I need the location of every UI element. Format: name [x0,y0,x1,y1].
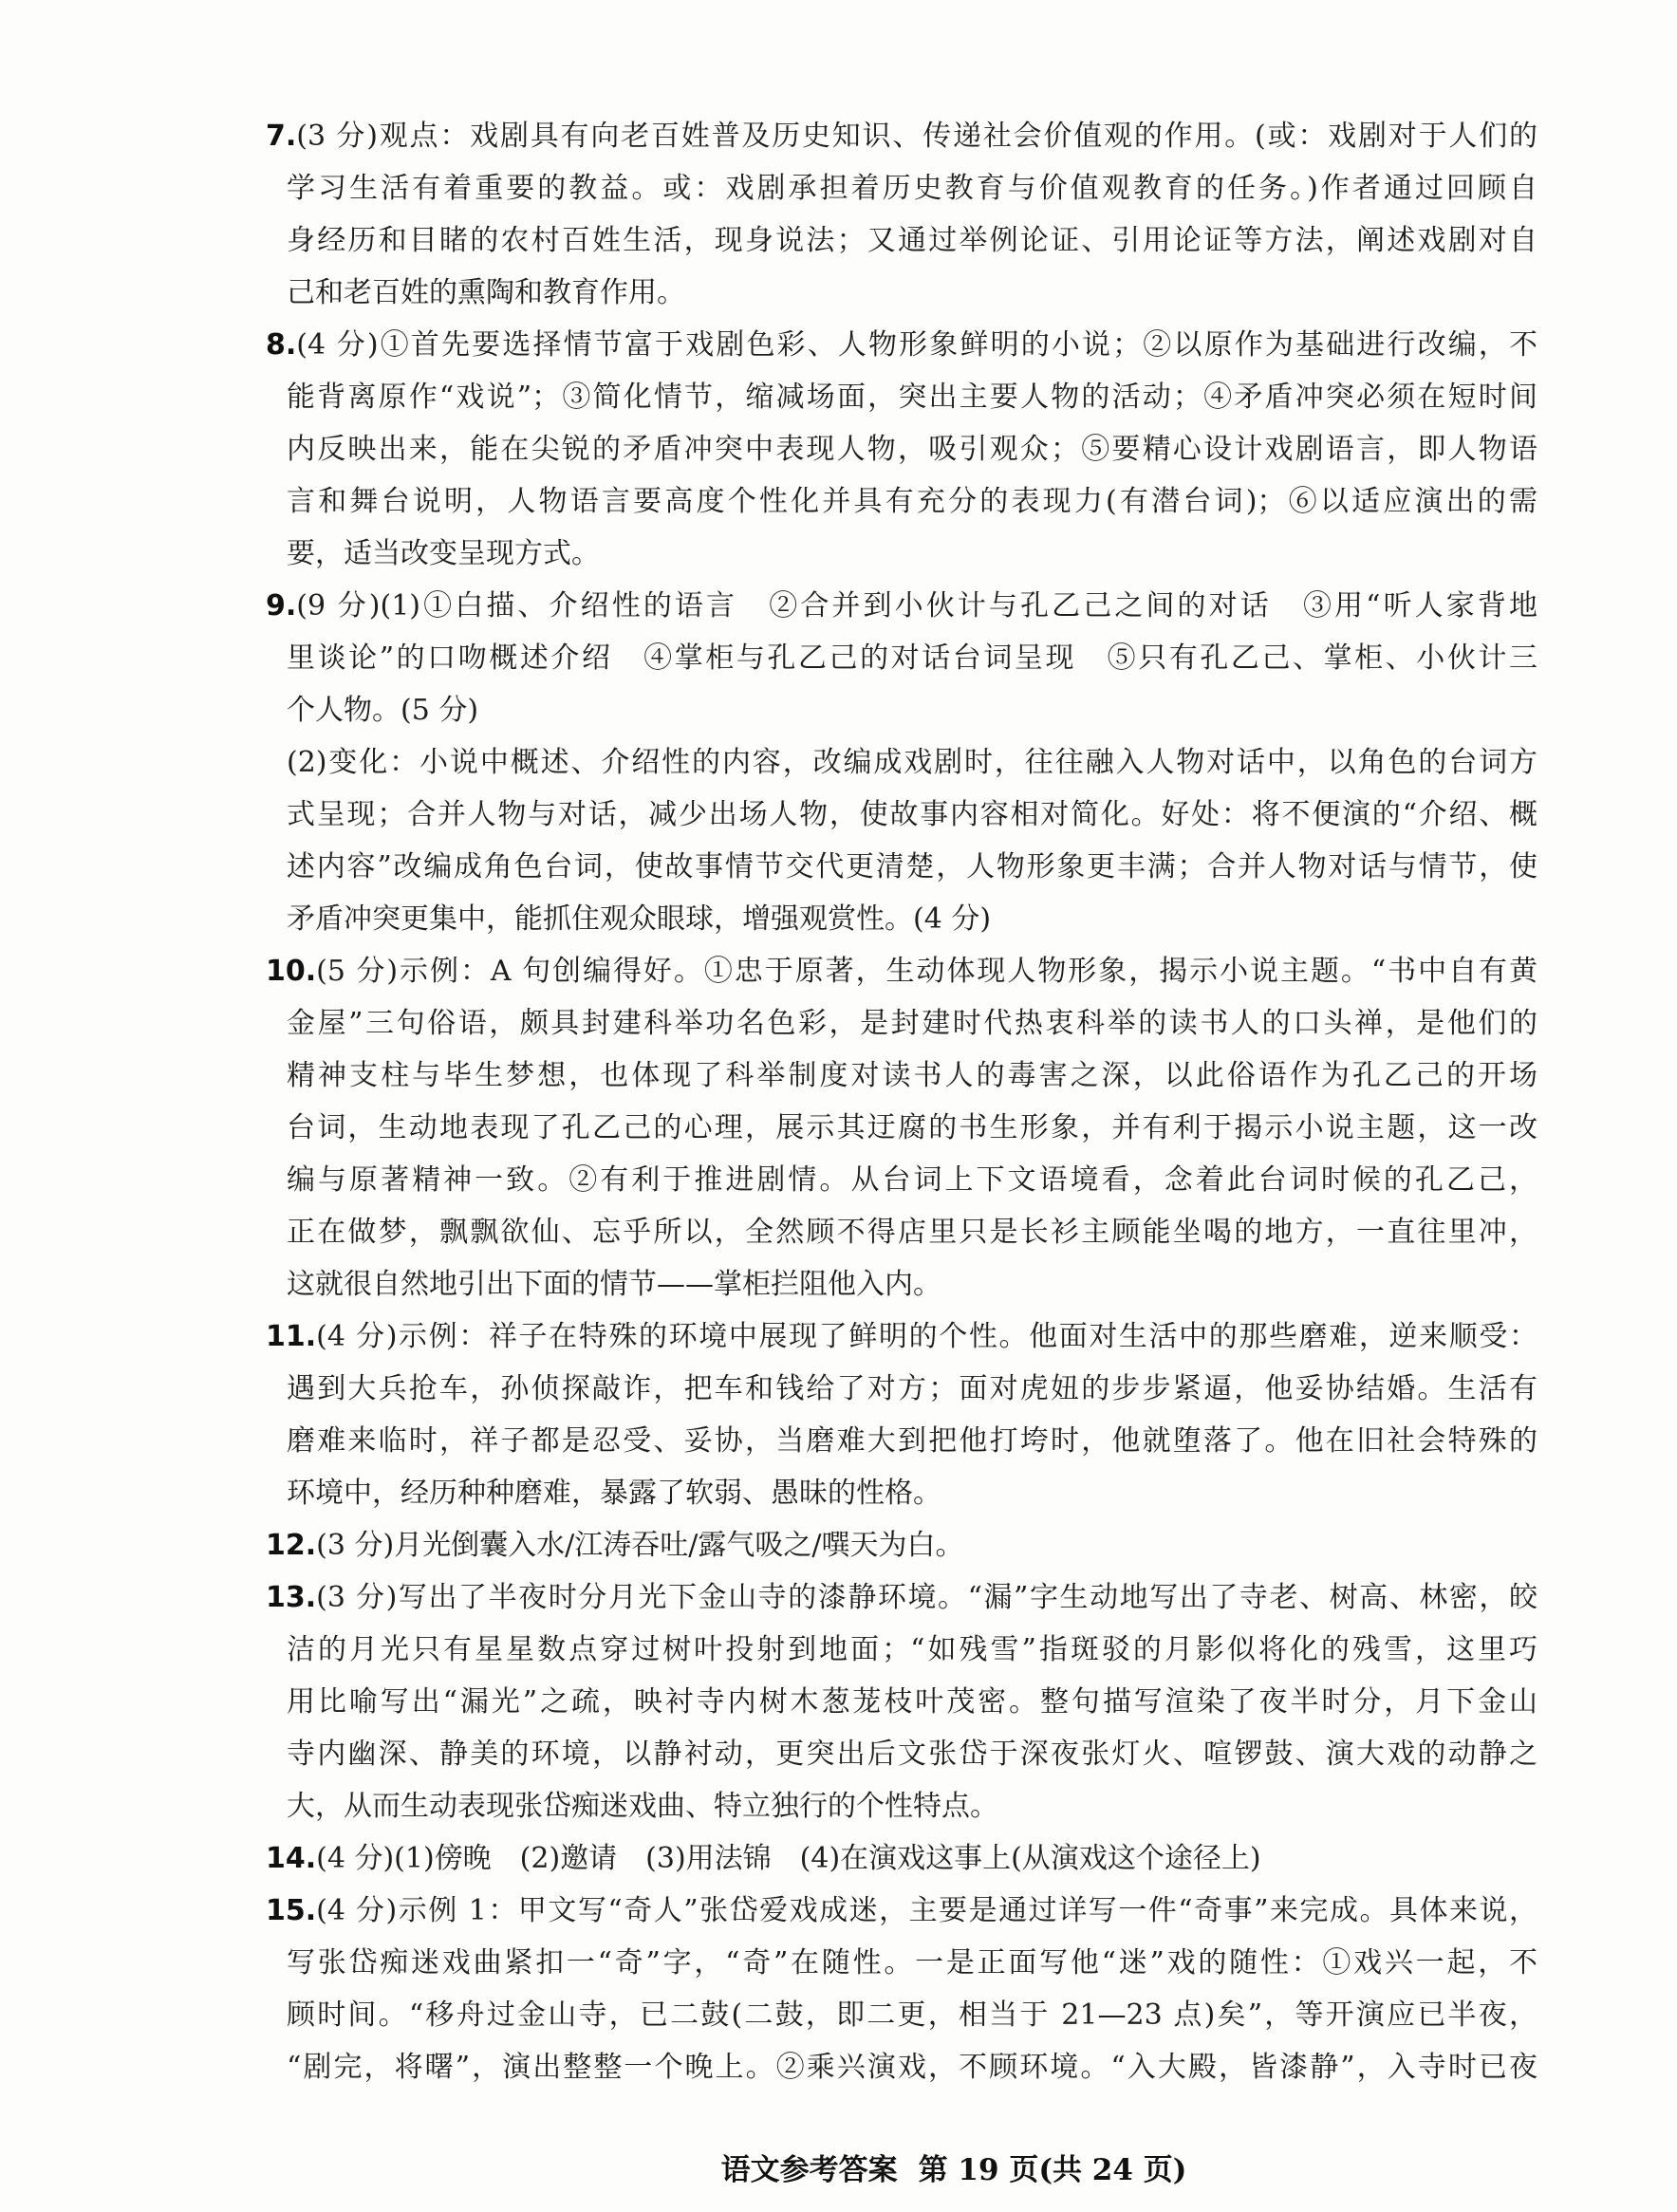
question-number: 13. [266,1581,317,1614]
answer-text: (4 分)①首先要选择情节富于戏剧色彩、人物形象鲜明的小说；②以原作为基础进行改编，不 [296,328,1537,362]
answer-line [266,580,1537,632]
answer-text: 用比喻写出“漏光”之疏，映衬寺内树木葱茏枝叶茂密。整句描写渲染了夜半时分，月下金山 [287,1685,1537,1719]
answer-item [266,1519,1537,1571]
answer-text: 精神支柱与毕生梦想，也体现了科举制度对读书人的毒害之深，以此俗语作为孔乙己的开场 [287,1059,1537,1092]
answer-text: 金屋”三句俗语，颇具封建科举功名色彩，是封建时代热衷科举的读书人的口头禅，是他们的 [287,1007,1537,1040]
answer-item [266,1571,1537,1832]
question-number: 9. [266,589,297,623]
page-footer [713,2147,1195,2194]
answer-line [287,1728,1537,1780]
question-number: 11. [266,1320,317,1353]
answer-item [266,1832,1537,1885]
answer-line [287,371,1537,423]
footer-page-number: 第 19 页(共 24 页) [918,2153,1187,2187]
answer-line [287,632,1537,684]
answer-line [287,736,1537,789]
answer-text: 环境中，经历种种磨难，暴露了软弱、愚昧的性格。 [287,1477,941,1510]
footer-subject: 语文参考答案 [720,2153,898,2187]
answer-line [287,841,1537,893]
answer-text: (4 分)示例 1：甲文写“奇人”张岱爱戏成迷，主要是通过详写一件“奇事”来完成。具体来说， [316,1894,1537,1927]
answer-line [287,1415,1537,1467]
answer-text: 遇到大兵抢车，孙侦探敲诈，把车和钱给了对方；面对虎妞的步步紧逼，他妥协结婚。生活有 [287,1372,1537,1405]
answer-text: (9 分)(1)①白描、介绍性的语言 ②合并到小伙计与孔乙己之间的对话 ③用“听人家背地 [296,589,1537,623]
answer-text: 学习生活有着重要的教益。或：戏剧承担着历史教育与价值观教育的任务。)作者通过回顾自 [287,172,1537,205]
answer-line [287,528,1537,580]
question-number: 10. [266,955,317,988]
answer-text: 身经历和目睹的农村百姓生活，现身说法；又通过举例论证、引用论证等方法，阐述戏剧对自 [287,224,1537,257]
answer-line [287,1989,1537,2041]
answer-text: (3 分)写出了半夜时分月光下金山寺的漆静环境。“漏”字生动地写出了寺老、树高、林密，皎 [316,1581,1537,1614]
answer-line [266,319,1537,371]
answer-line [287,2041,1537,2093]
question-number: 15. [266,1894,317,1927]
answer-text: 己和老百姓的熏陶和教育作用。 [287,276,685,309]
question-number: 12. [266,1529,317,1562]
answer-text: 写张岱痴迷戏曲紧扣一“奇”字，“奇”在随性。一是正面写他“迷”戏的随性：①戏兴一起，不 [287,1946,1537,1980]
answer-line [266,1832,1537,1885]
answer-line [266,945,1537,997]
answer-text: (4 分)(1)傍晚 (2)邀请 (3)用法锦 (4)在演戏这事上(从演戏这个途径上) [316,1842,1261,1875]
answer-text: 能背离原作“戏说”；③简化情节，缩减场面，突出主要人物的活动；④矛盾冲突必须在短时间 [287,381,1537,414]
answer-text: (4 分)示例：祥子在特殊的环境中展现了鲜明的个性。他面对生活中的那些磨难，逆来顺受： [316,1320,1537,1353]
answer-line [287,162,1537,214]
answer-text: 寺内幽深、静美的环境，以静衬动，更突出后文张岱于深夜张灯火、喧锣鼓、演大戏的动静之 [287,1738,1537,1771]
answer-line [287,1154,1537,1206]
answer-line [266,1571,1537,1624]
answer-text: (5 分)示例：A 句创编得好。①忠于原著，生动体现人物形象，揭示小说主题。“书中自有黄 [316,955,1537,988]
answer-line [266,1885,1537,1937]
answer-line [287,267,1537,319]
answer-line [287,789,1537,841]
answer-text: “剧完，将曙”，演出整整一个晚上。②乘兴演戏，不顾环境。“入大殿，皆漆静”，入寺时已夜 [287,2051,1537,2084]
answer-text: 要，适当改变呈现方式。 [287,537,600,570]
answer-line [287,893,1537,945]
answer-line [287,1050,1537,1102]
answer-line [287,1780,1537,1832]
answer-line [287,1258,1537,1310]
question-number: 8. [266,328,297,362]
question-number: 7. [266,120,297,153]
answer-text: 顾时间。“移舟过金山寺，已二鼓(二鼓，即二更，相当于 21—23 点)矣”，等开演应已半夜， [287,1998,1537,2032]
answer-line [287,1937,1537,1989]
answer-item [266,580,1537,945]
answer-line [287,214,1537,267]
answer-item [266,319,1537,580]
answer-text: 正在做梦，飘飘欲仙、忘乎所以，全然顾不得店里只是长衫主顾能坐喝的地方，一直往里冲， [287,1216,1537,1249]
answer-line [287,1102,1537,1154]
answer-text: 个人物。(5 分) [287,694,479,727]
answer-text: 里谈论”的口吻概述介绍 ④掌柜与孔乙己的对话台词呈现 ⑤只有孔乙己、掌柜、小伙计三 [287,641,1537,675]
answer-text: 编与原著精神一致。②有利于推进剧情。从台词上下文语境看，念着此台词时候的孔乙己， [287,1163,1537,1197]
answer-line [287,475,1537,528]
answer-text: 台词，生动地表现了孔乙己的心理，展示其迂腐的书生形象，并有利于揭示小说主题，这一改 [287,1111,1537,1144]
answer-line [287,684,1537,736]
answer-text: 言和舞台说明，人物语言要高度个性化并具有充分的表现力(有潜台词)；⑥以适应演出的需 [287,485,1537,518]
answer-line [287,1206,1537,1258]
answer-list [266,110,1537,2093]
answer-line [287,997,1537,1050]
answer-line [266,110,1537,162]
answer-text: 式呈现；合并人物与对话，减少出场人物，使故事内容相对简化。好处：将不便演的“介绍、概 [287,798,1537,831]
answer-text: 磨难来临时，祥子都是忍受、妥协，当磨难大到把他打垮时，他就堕落了。他在旧社会特殊的 [287,1424,1537,1458]
answer-text: 矛盾冲突更集中，能抓住观众眼球，增强观赏性。(4 分) [287,902,992,936]
answer-line [287,1363,1537,1415]
answer-line [266,1310,1537,1363]
question-number: 14. [266,1842,317,1875]
answer-text: (2)变化：小说中概述、介绍性的内容，改编成戏剧时，往往融入人物对话中，以角色的台词方 [287,746,1537,779]
answer-item [266,1885,1537,2093]
answer-text: 这就很自然地引出下面的情节——掌柜拦阻他入内。 [287,1268,941,1301]
answer-item [266,110,1537,319]
answer-text: (3 分)观点：戏剧具有向老百姓普及历史知识、传递社会价值观的作用。(或：戏剧对于人们的 [296,120,1537,153]
answer-item [266,1310,1537,1519]
answer-text: 内反映出来，能在尖锐的矛盾冲突中表现人物，吸引观众；⑤要精心设计戏剧语言，即人物语 [287,433,1537,466]
answer-item [266,945,1537,1310]
answer-text: (3 分)月光倒囊入水/江涛吞吐/露气吸之/噀天为白。 [316,1529,964,1562]
answer-text: 洁的月光只有星星数点穿过树叶投射到地面；“如残雪”指斑驳的月影似将化的残雪，这里巧 [287,1633,1537,1666]
answer-line [287,1467,1537,1519]
answer-line [287,1624,1537,1676]
answer-line [287,423,1537,475]
answer-text: 大，从而生动表现张岱痴迷戏曲、特立独行的个性特点。 [287,1790,998,1823]
answer-line [287,1676,1537,1728]
answer-line [266,1519,1537,1571]
answer-text: 述内容”改编成角色台词，使故事情节交代更清楚，人物形象更丰满；合并人物对话与情节，使 [287,850,1537,883]
